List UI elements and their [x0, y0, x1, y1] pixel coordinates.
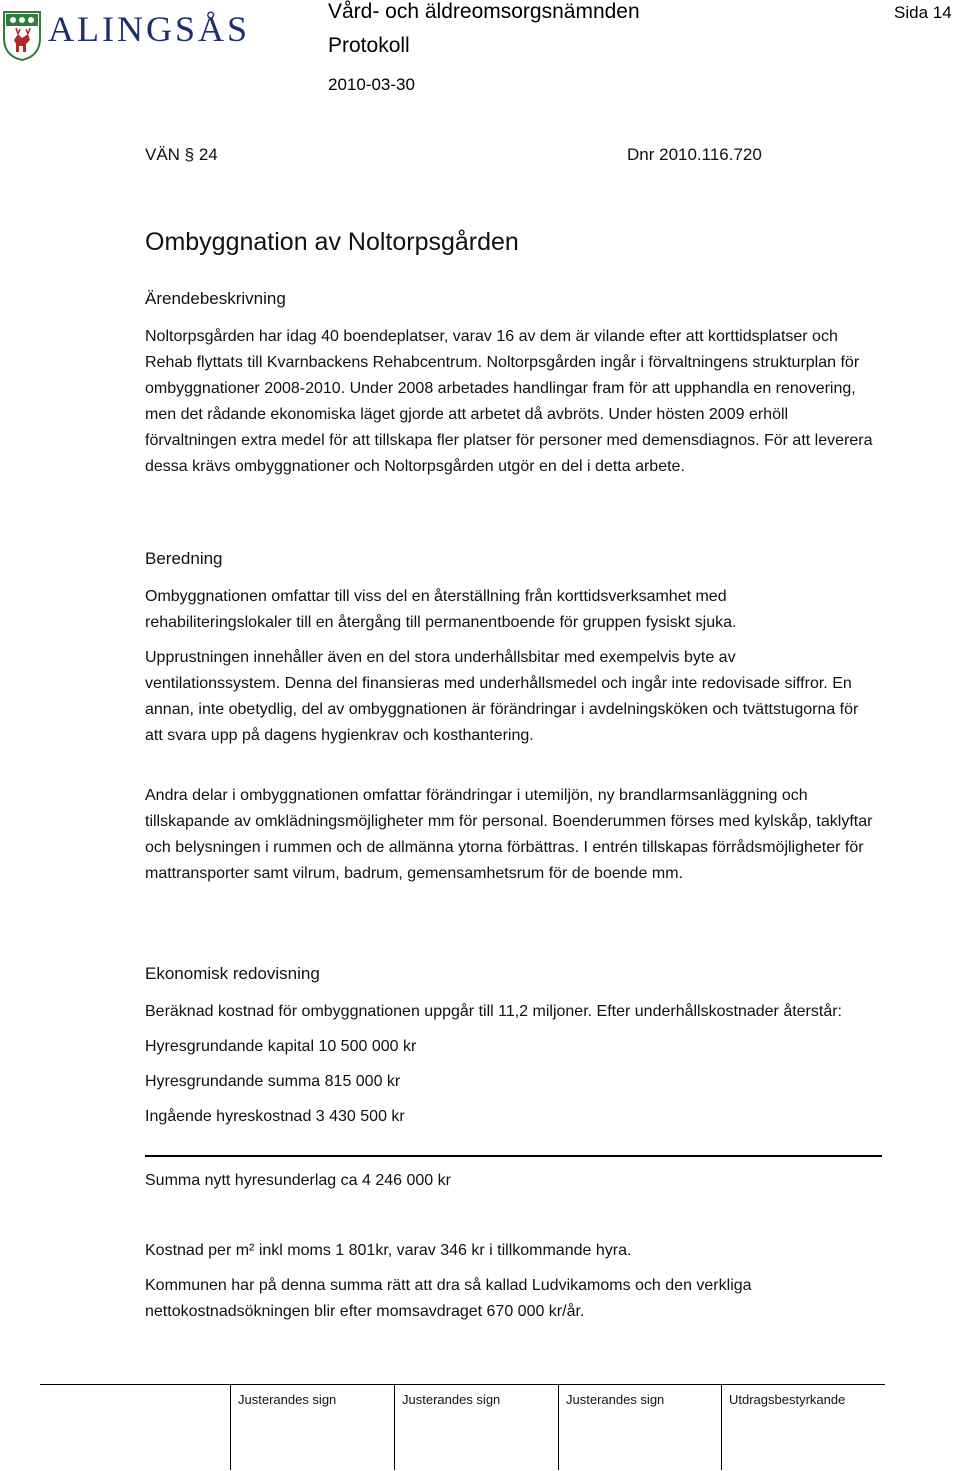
- certification-label: Utdragsbestyrkande: [729, 1392, 846, 1407]
- paragraph: Andra delar i ombyggnationen omfattar förändringar i utemiljön, ny brandlarmsanläggning och tillskapande av omklädningsmöjligheter mm för personal. Boenderummen förses med kylskåp, taklyftar och belysningen i rummen och de allmänna ytorna förbättras. I entrén tillskapas förrådsmöjligheter för mattransporter samt vilrum, badrum, gemensamhetsrum för de boende mm.: [145, 787, 873, 882]
- paragraph: Noltorpsgården har idag 40 boendeplatser, varav 16 av dem är vilande efter att korttidsplatser och Rehab flyttats till Kvarnbackens Rehabcentrum. Noltorpsgården ingår i förvaltningens strukturplan för ombyggnationer 2008-2010. Under 2008 arbetades handlingar fram för att upphandla en renovering, men det rådande ekonomiska läget gjorde att arbetet då avbröts. Under hösten 2009 erhöll förvaltningen extra medel för att tillskapa fler platser för personer med demensdiagnos. För att leverera dessa krävs ombyggnationer och Noltorpsgården utgör en del i detta arbete.: [145, 328, 873, 475]
- document-title: Ombyggnation av Noltorpsgården: [145, 228, 519, 256]
- cost-line: Ingående hyreskostnad 3 430 500 kr: [145, 1108, 405, 1125]
- paragraph: Kostnad per m² inkl moms 1 801kr, varav 346 kr i tillkommande hyra.: [145, 1242, 632, 1259]
- cost-line: Hyresgrundande summa 815 000 kr: [145, 1073, 401, 1090]
- certification-box: [721, 1384, 884, 1470]
- signature-box: [394, 1384, 557, 1470]
- committee-name: Vård- och äldreomsorgsnämnden: [328, 0, 640, 23]
- coat-of-arms-icon: [2, 10, 42, 62]
- sum-divider: [145, 1155, 882, 1157]
- logo-wordmark: ALINGSÅS: [48, 9, 251, 49]
- paragraph: Ombyggnationen omfattar till viss del en återställning från korttidsverksamhet med rehabiliteringslokaler till en återgång till permanentboende för gruppen fysiskt sjuka.: [145, 588, 737, 631]
- signature-label: Justerandes sign: [238, 1392, 337, 1407]
- cost-line: Hyresgrundande kapital 10 500 000 kr: [145, 1038, 417, 1055]
- paragraph: Kommunen har på denna summa rätt att dra så kallad Ludvikamoms och den verkliga nettokostnadsökningen blir efter momsavdraget 670 000 kr/år.: [145, 1277, 752, 1320]
- section-heading: Ekonomisk redovisning: [145, 964, 320, 983]
- signature-label: Justerandes sign: [566, 1392, 665, 1407]
- section-heading: Beredning: [145, 549, 223, 568]
- document-type: Protokoll: [328, 34, 410, 57]
- signature-box: [230, 1384, 393, 1470]
- section-arendebeskrivning: [145, 289, 875, 480]
- section-heading: Ärendebeskrivning: [145, 289, 286, 308]
- section-ekonomi-summary: [145, 1168, 875, 1325]
- paragraph: Beräknad kostnad för ombyggnationen uppgår till 11,2 miljoner. Efter underhållskostnader återstår:: [145, 1003, 842, 1020]
- section-beredning: [145, 549, 875, 887]
- alingsas-logo: [0, 6, 260, 62]
- diary-number: Dnr 2010.116.720: [627, 145, 762, 164]
- section-ekonomisk-redovisning: [145, 964, 875, 1130]
- meeting-date: 2010-03-30: [328, 75, 415, 94]
- page-number: Sida 14: [894, 3, 952, 22]
- signature-box: [558, 1384, 721, 1470]
- paragraph-reference: VÄN § 24: [145, 145, 218, 164]
- paragraph: Upprustningen innehåller även en del stora underhållsbitar med exempelvis byte av ventilationssystem. Denna del finansieras med underhållsmedel och ingår inte redovisade siffror. En annan, inte obetydlig, del av ombyggnationen är förändringar i avdelningsköken och tvättstugorna för att svara upp på dagens hygienkrav och kosthantering.: [145, 649, 859, 744]
- signature-label: Justerandes sign: [402, 1392, 501, 1407]
- cost-total: Summa nytt hyresunderlag ca 4 246 000 kr: [145, 1172, 451, 1189]
